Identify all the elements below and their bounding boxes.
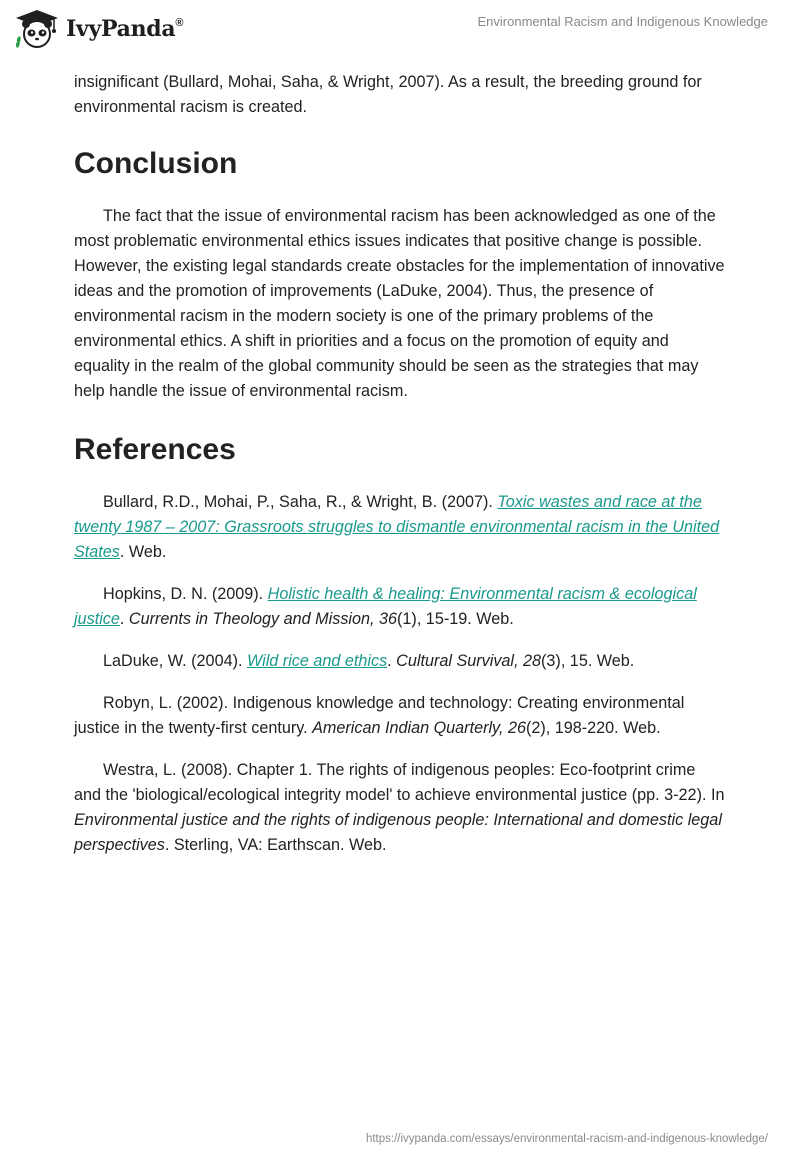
brand-name: IvyPanda®: [66, 16, 184, 42]
intro-paragraph: insignificant (Bullard, Mohai, Saha, & Wright, 2007). As a result, the breeding ground for environmental racism is created.: [74, 73, 702, 116]
reference-item: Bullard, R.D., Mohai, P., Saha, R., & Wright, B. (2007). Toxic wastes and race at the twenty 1987 – 2007: Grassroots struggles to dismantle environmental racism in the United States. Web.: [74, 493, 720, 561]
reference-item: LaDuke, W. (2004). Wild rice and ethics. Cultural Survival, 28(3), 15. Web.: [103, 652, 635, 670]
reference-link[interactable]: Holistic health & healing: Environmental racism & ecological justice: [74, 585, 697, 628]
document-title: Environmental Racism and Indigenous Knowledge: [477, 14, 768, 29]
document-body: [74, 70, 726, 875]
conclusion-heading: Conclusion: [74, 147, 238, 180]
references-heading: References: [74, 433, 236, 466]
reference-item: Westra, L. (2008). Chapter 1. The rights of indigenous peoples: Eco-footprint crime and the 'biological/ecological integrity model' to achieve environmental justice (pp. 3-22). In Environmental justice and the rights of indigenous people: International and domestic legal perspectives. Sterling, VA: Earthscan. Web.: [74, 761, 725, 854]
footer-url[interactable]: https://ivypanda.com/essays/environmental-racism-and-indigenous-knowledge/: [365, 1133, 768, 1145]
reference-item: Hopkins, D. N. (2009). Holistic health & healing: Environmental racism & ecological justice. Currents in Theology and Mission, 36(1), 15-19. Web.: [74, 585, 697, 628]
page-header: [0, 0, 800, 60]
reference-item: Robyn, L. (2002). Indigenous knowledge and technology: Creating environmental justice in the twenty-first century. American Indian Quarterly, 26(2), 198-220. Web.: [74, 694, 685, 737]
reference-link[interactable]: Wild rice and ethics: [246, 652, 388, 670]
reference-link[interactable]: Toxic wastes and race at the twenty 1987 – 2007: Grassroots struggles to dismantle environmental racism in the United States: [74, 493, 720, 561]
panda-logo-icon: [14, 8, 60, 50]
brand-logo[interactable]: [14, 8, 183, 50]
conclusion-paragraph: The fact that the issue of environmental racism has been acknowledged as one of the most problematic environmental ethics issues indicates that positive change is possible. However, the existing legal standards create obstacles for the implementation of innovative ideas and the promotion of improvements (LaDuke, 2004). Thus, the presence of environmental racism in the modern society is one of the primary problems of the environmental ethics. A shift in priorities and a focus on the promotion of equity and equality in the realm of the global community should be seen as the strategies that may help handle the issue of environmental racism.: [74, 207, 725, 400]
